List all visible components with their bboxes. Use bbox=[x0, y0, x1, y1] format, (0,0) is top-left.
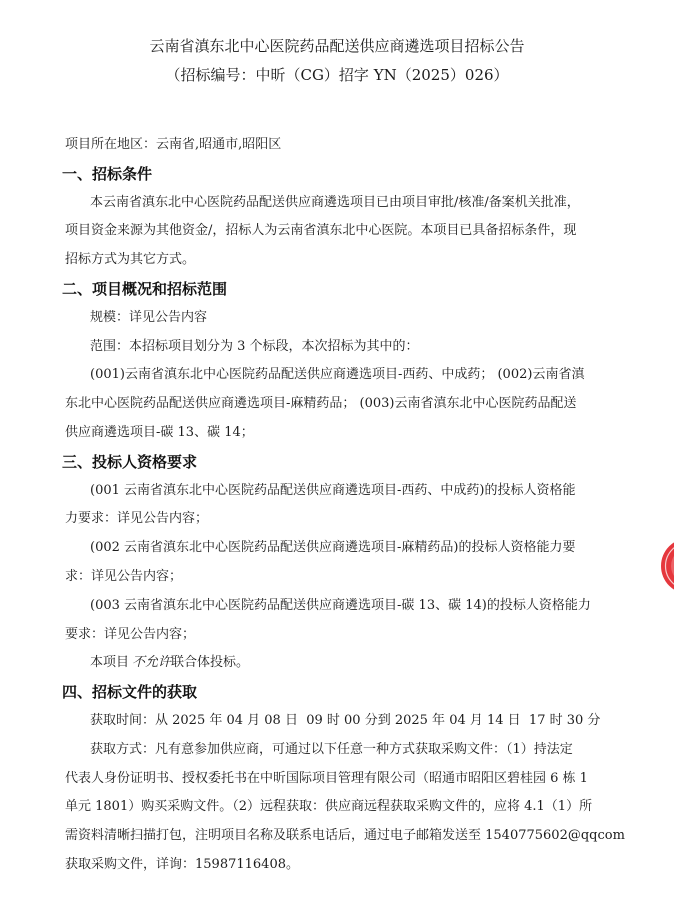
consortium-note-emphasis: 不允许 bbox=[132, 655, 172, 671]
section-heading: 二、项目概况和招标范围 bbox=[62, 279, 228, 298]
acquisition-method-line: 获取采购文件，详询：15987116408。 bbox=[65, 856, 299, 872]
paragraph-line: 本云南省滇东北中心医院药品配送供应商遴选项目已由项目审批/核准/备案机关批准， bbox=[90, 194, 580, 210]
lot-list-line: (001)云南省滇东北中心医院药品配送供应商遴选项目-西药、中成药； (002)云南省滇 bbox=[90, 367, 585, 383]
scope-line: 范围：本招标项目划分为 3 个标段，本次招标为其中的： bbox=[90, 338, 419, 354]
qualification-line: (003 云南省滇东北中心医院药品配送供应商遴选项目-碳 13、碳 14)的投标人资格能力 bbox=[90, 597, 591, 613]
paragraph bbox=[65, 477, 625, 535]
lot-list-line: 东北中心医院药品配送供应商遴选项目-麻精药品； (003)云南省滇东北中心医院药品配送 bbox=[65, 396, 577, 412]
consortium-note-after: 联合体投标。 bbox=[171, 655, 250, 671]
qualification-line: 求：详见公告内容； bbox=[65, 568, 183, 584]
section-bidding-conditions bbox=[62, 160, 625, 275]
acquisition-method-line: 单元 1801）购买采购文件。（2）远程获取：供应商远程获取采购文件的，应将 4.1（1）所 bbox=[65, 799, 593, 815]
section-bidder-qualifications bbox=[62, 448, 625, 678]
qualification-line: (002 云南省滇东北中心医院药品配送供应商遴选项目-麻精药品)的投标人资格能力要 bbox=[90, 540, 576, 556]
qualification-line: (001 云南省滇东北中心医院药品配送供应商遴选项目-西药、中成药)的投标人资格能 bbox=[90, 482, 576, 498]
section-heading: 三、投标人资格要求 bbox=[62, 452, 198, 471]
bid-number: （招标编号：中昕（CG）招字 YN（2025）026） bbox=[165, 66, 509, 84]
acquisition-method-line: 代表人身份证明书、授权委托书在中昕国际项目管理有限公司（昭通市昭阳区碧桂园 6 栋 1 bbox=[65, 770, 588, 786]
announcement-title: 云南省滇东北中心医院药品配送供应商遴选项目招标公告 bbox=[149, 37, 525, 55]
qualification-line: 要求：详见公告内容； bbox=[65, 626, 196, 642]
acquisition-method-line: 需资料清晰扫描打包，注明项目名称及联系电话后，通过电子邮箱发送至 1540775602@qqcom bbox=[65, 828, 625, 844]
paragraph bbox=[65, 304, 625, 333]
paragraph bbox=[65, 592, 625, 650]
paragraph bbox=[65, 534, 625, 592]
paragraph bbox=[65, 707, 625, 736]
official-seal bbox=[658, 536, 674, 596]
paragraph-line: 招标方式为其它方式。 bbox=[65, 252, 196, 268]
paragraph-line: 项目资金来源为其他资金/，招标人为云南省滇东北中心医院。本项目已具备招标条件，现 bbox=[65, 223, 577, 239]
section-heading: 四、招标文件的获取 bbox=[62, 683, 198, 702]
announcement-title-block bbox=[0, 32, 674, 90]
lot-list-line: 供应商遴选项目-碳 13、碳 14； bbox=[65, 424, 254, 440]
acquisition-method-line: 获取方式：凡有意参加供应商，可通过以下任意一种方式获取采购文件：（1）持法定 bbox=[90, 741, 573, 757]
paragraph bbox=[65, 189, 625, 275]
acquisition-time: 获取时间：从 2025 年 04 月 08 日 09 时 00 分到 2025 年 04 月 14 日 17 时 30 分 bbox=[90, 712, 601, 728]
consortium-note-before: 本项目 bbox=[90, 655, 130, 671]
paragraph bbox=[65, 736, 625, 880]
qualification-line: 力要求：详见公告内容； bbox=[65, 511, 209, 527]
section-project-overview bbox=[62, 275, 625, 448]
paragraph bbox=[65, 361, 625, 447]
section-document-acquisition bbox=[62, 678, 625, 880]
scale-line: 规模：详见公告内容 bbox=[90, 309, 208, 325]
paragraph bbox=[65, 333, 625, 362]
document-body bbox=[62, 131, 625, 880]
project-location: 项目所在地区：云南省,昭通市,昭阳区 bbox=[65, 137, 282, 152]
section-heading: 一、招标条件 bbox=[62, 164, 153, 183]
consortium-note bbox=[65, 649, 625, 678]
